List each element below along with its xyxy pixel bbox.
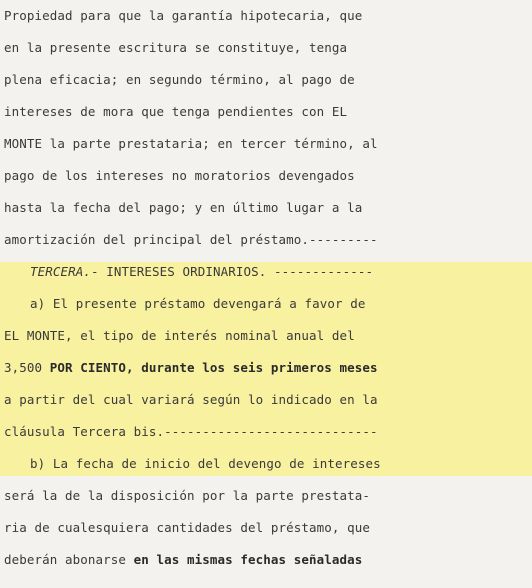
text-line: plena eficacia; en segundo término, al pago de bbox=[4, 72, 355, 87]
text-line: MONTE la parte prestataria; en tercer término, al bbox=[4, 136, 378, 151]
text-line bbox=[4, 552, 362, 567]
text-line: pago de los intereses no moratorios devengados bbox=[4, 168, 355, 183]
text-line: Propiedad para que la garantía hipotecaria, que bbox=[4, 8, 363, 23]
clause-number: TERCERA. bbox=[30, 264, 92, 279]
text-line: EL MONTE, el tipo de interés nominal anual del bbox=[4, 328, 355, 343]
text-line bbox=[4, 360, 378, 375]
text-line: en la presente escritura se constituye, tenga bbox=[4, 40, 348, 55]
clause-dashes: ------------- bbox=[266, 264, 374, 279]
text-line: cláusula Tercera bis.---------------------------- bbox=[4, 424, 378, 439]
text-line: hasta la fecha del pago; y en último lugar a la bbox=[4, 200, 363, 215]
text-line: ria de cualesquiera cantidades del préstamo, que bbox=[4, 520, 371, 535]
text-line: intereses de mora que tenga pendientes con EL bbox=[4, 104, 348, 119]
bold-text: en las mismas fechas señaladas bbox=[133, 552, 363, 567]
text-line: será la de la disposición por la parte prestata- bbox=[4, 488, 371, 503]
text-line: a partir del cual variará según lo indicado en la bbox=[4, 392, 378, 407]
bold-text: POR CIENTO, durante los seis primeros meses bbox=[49, 360, 378, 375]
text-line: a) El presente préstamo devengará a favor de bbox=[30, 296, 366, 311]
plain-text: deberán abonarse bbox=[4, 552, 134, 567]
clause-heading bbox=[30, 264, 373, 279]
text-line: b) La fecha de inicio del devengo de intereses bbox=[30, 456, 381, 471]
text-line: amortización del principal del préstamo.--------- bbox=[4, 232, 378, 247]
clause-title: - INTERESES ORDINARIOS. bbox=[91, 264, 267, 279]
rate-value: 3,500 bbox=[4, 360, 50, 375]
